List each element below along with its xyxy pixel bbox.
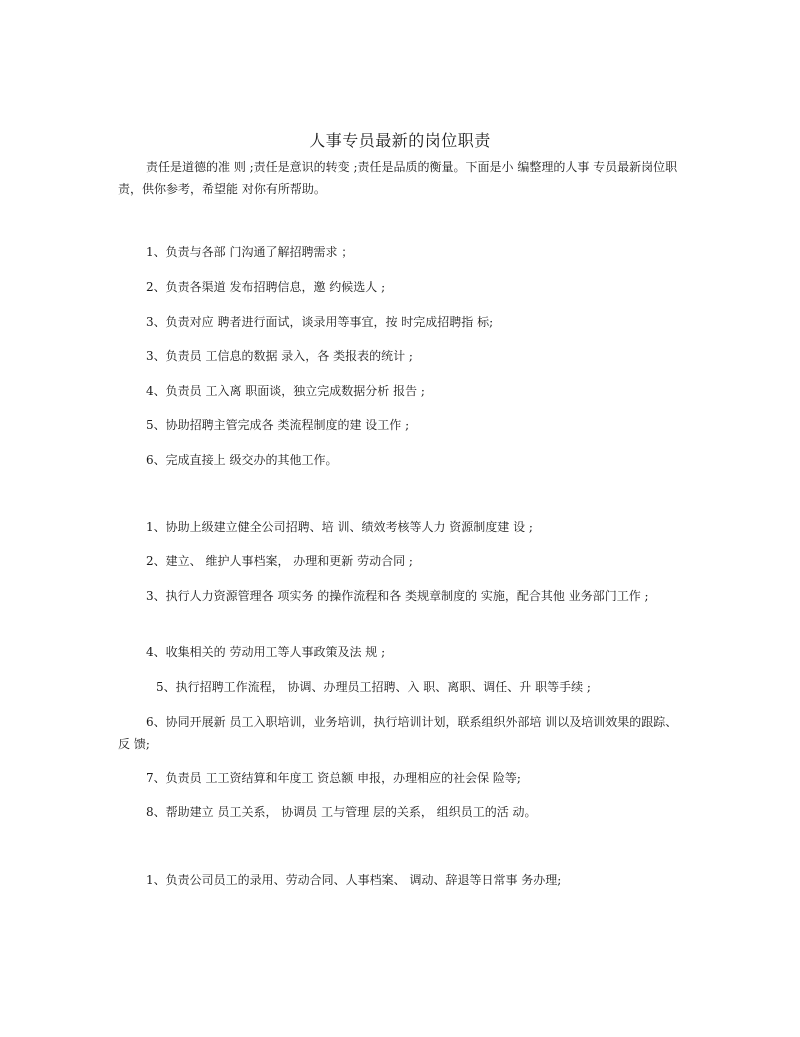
list-item: 1、负责公司员工的录用、劳动合同、人事档案、 调动、辞退等日常事 务办理; xyxy=(146,873,562,887)
list-item: 3、负责对应 聘者进行面试，谈录用等事宜，按 时完成招聘指 标; xyxy=(146,315,494,329)
list-item: 2、建立、 维护人事档案， 办理和更新 劳动合同 ; xyxy=(146,554,413,568)
list-item: 2、负责各渠道 发布招聘信息，邀 约候选人 ; xyxy=(146,280,386,294)
list-item: 4、负责员 工入离 职面谈，独立完成数据分析 报告 ; xyxy=(146,384,425,398)
list-item: 1、负责与各部 门沟通了解招聘需求 ； xyxy=(146,245,354,259)
intro-paragraph: 责任是道德的准 则 ;责任是意识的转变 ;责任是品质的衡量。下面是小 编整理的人事 专员最新岗位职责，供你参考，希望能 对你有所帮助。 xyxy=(118,160,678,196)
list-item: 6、完成直接上 级交办的其他工作。 xyxy=(146,453,338,467)
list-item: 6、协同开展新 员工入职培训，业务培训，执行培训计划，联系组织外部培 训以及培训效果的跟踪、反 馈; xyxy=(118,715,678,751)
list-item: 3、执行人力资源管理各 项实务 的操作流程和各 类规章制度的 实施，配合其他 业务部门工作 ; xyxy=(146,589,649,603)
list-item: 5、协助招聘主管完成各 类流程制度的建 设工作 ; xyxy=(146,418,410,432)
list-item: 1、协助上级建立健全公司招聘、培 训、绩效考核等人力 资源制度建 设 ; xyxy=(146,520,533,534)
list-item: 5、执行招聘工作流程， 协调、办理员工招聘、入 职、离职、调任、升 职等手续 ; xyxy=(156,680,591,694)
list-item: 8、帮助建立 员工关系， 协调员 工与管理 层的关系， 组织员工的活 动。 xyxy=(146,805,537,819)
list-item: 7、负责员 工工资结算和年度工 资总额 申报，办理相应的社会保 险等; xyxy=(146,771,521,785)
list-item: 4、收集相关的 劳动用工等人事政策及法 规 ; xyxy=(146,645,386,659)
document-title: 人事专员最新的岗位职责 xyxy=(309,131,491,150)
list-item: 3、负责员 工信息的数据 录入，各 类报表的统计 ; xyxy=(146,349,413,363)
